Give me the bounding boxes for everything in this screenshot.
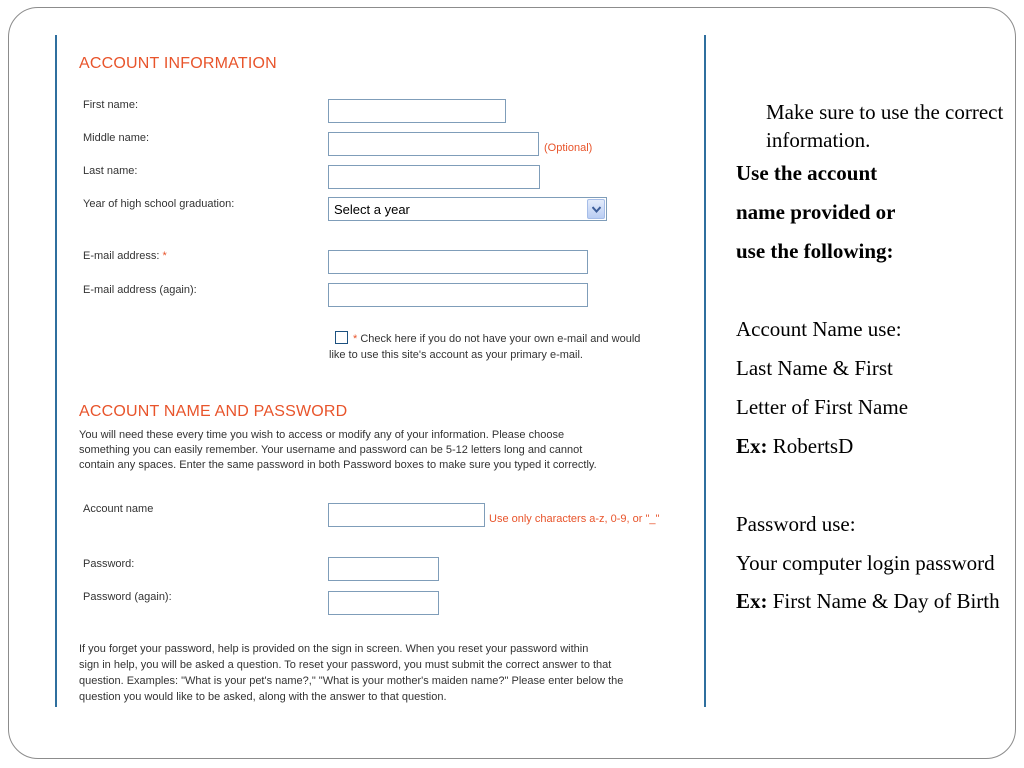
email-label: E-mail address: * [83, 250, 167, 262]
middle-name-label: Middle name: [83, 132, 150, 144]
first-name-input[interactable] [328, 99, 506, 123]
last-name-label: Last name: [83, 165, 138, 177]
no-email-checkbox-label: * Check here if you do not have your own e-mail and would [353, 333, 641, 345]
computer-login-password: Your computer login password [736, 551, 995, 575]
password-again-label: Password (again): [83, 591, 172, 603]
account-example: Ex: RobertsD [736, 434, 854, 458]
use-account-line-2: name provided or [736, 200, 896, 224]
instruction-notes [736, 98, 1006, 616]
use-account-line-1: Use the account [736, 161, 878, 185]
forgot-password-info: If you forget your password, help is provided on the sign in screen. When you reset your password within sign in help, you will be asked a question. To reset your password, you must submit the correct answer to that question. Examples: "What is your pet's name?," "What is your mother's maiden name?" Please enter below the question you would like to be asked, along with the answer to that question. [79, 643, 624, 703]
email-again-label: E-mail address (again): [83, 284, 197, 296]
password-input[interactable] [328, 557, 439, 581]
graduation-year-label: Year of high school graduation: [83, 198, 235, 210]
first-name-label: First name: [83, 99, 139, 111]
middle-name-optional-hint: (Optional) [544, 142, 593, 154]
no-email-checkbox[interactable] [335, 331, 348, 344]
required-asterisk: * [162, 250, 167, 262]
password-example: Ex: First Name & Day of Birth [736, 589, 1000, 613]
graduation-year-value: Select a year [334, 202, 410, 217]
password-label: Password: [83, 558, 135, 570]
email-again-input[interactable] [328, 283, 588, 307]
account-name-input[interactable] [328, 503, 485, 527]
middle-name-input[interactable] [328, 132, 539, 156]
account-name-label: Account name [83, 503, 154, 515]
password-use: Password use: [736, 512, 856, 536]
email-input[interactable] [328, 250, 588, 274]
chevron-down-icon[interactable] [587, 199, 605, 219]
account-name-use: Account Name use: [736, 317, 902, 341]
make-sure-note: Make sure to use the correct information. [766, 100, 1004, 152]
account-name-password-heading: ACCOUNT NAME AND PASSWORD [79, 403, 348, 420]
last-name-input[interactable] [328, 165, 540, 189]
account-information-heading: ACCOUNT INFORMATION [79, 55, 277, 72]
password-again-input[interactable] [328, 591, 439, 615]
no-email-checkbox-label-line2: like to use this site's account as your primary e-mail. [329, 349, 583, 361]
registration-form-screenshot [55, 35, 706, 707]
account-name-hint: Use only characters a-z, 0-9, or "_" [489, 513, 660, 525]
graduation-year-select[interactable] [328, 197, 607, 221]
letter-of-first-name: Letter of First Name [736, 395, 909, 419]
use-account-line-3: use the following: [736, 239, 894, 263]
last-name-first: Last Name & First [736, 356, 893, 380]
account-name-intro: You will need these every time you wish to access or modify any of your information. Please choose something you can easily remember. Your username and password can be 5-12 letters long and cannot contain any spaces. Enter the same password in both Password boxes to make sure you typed it correctly. [79, 429, 597, 471]
